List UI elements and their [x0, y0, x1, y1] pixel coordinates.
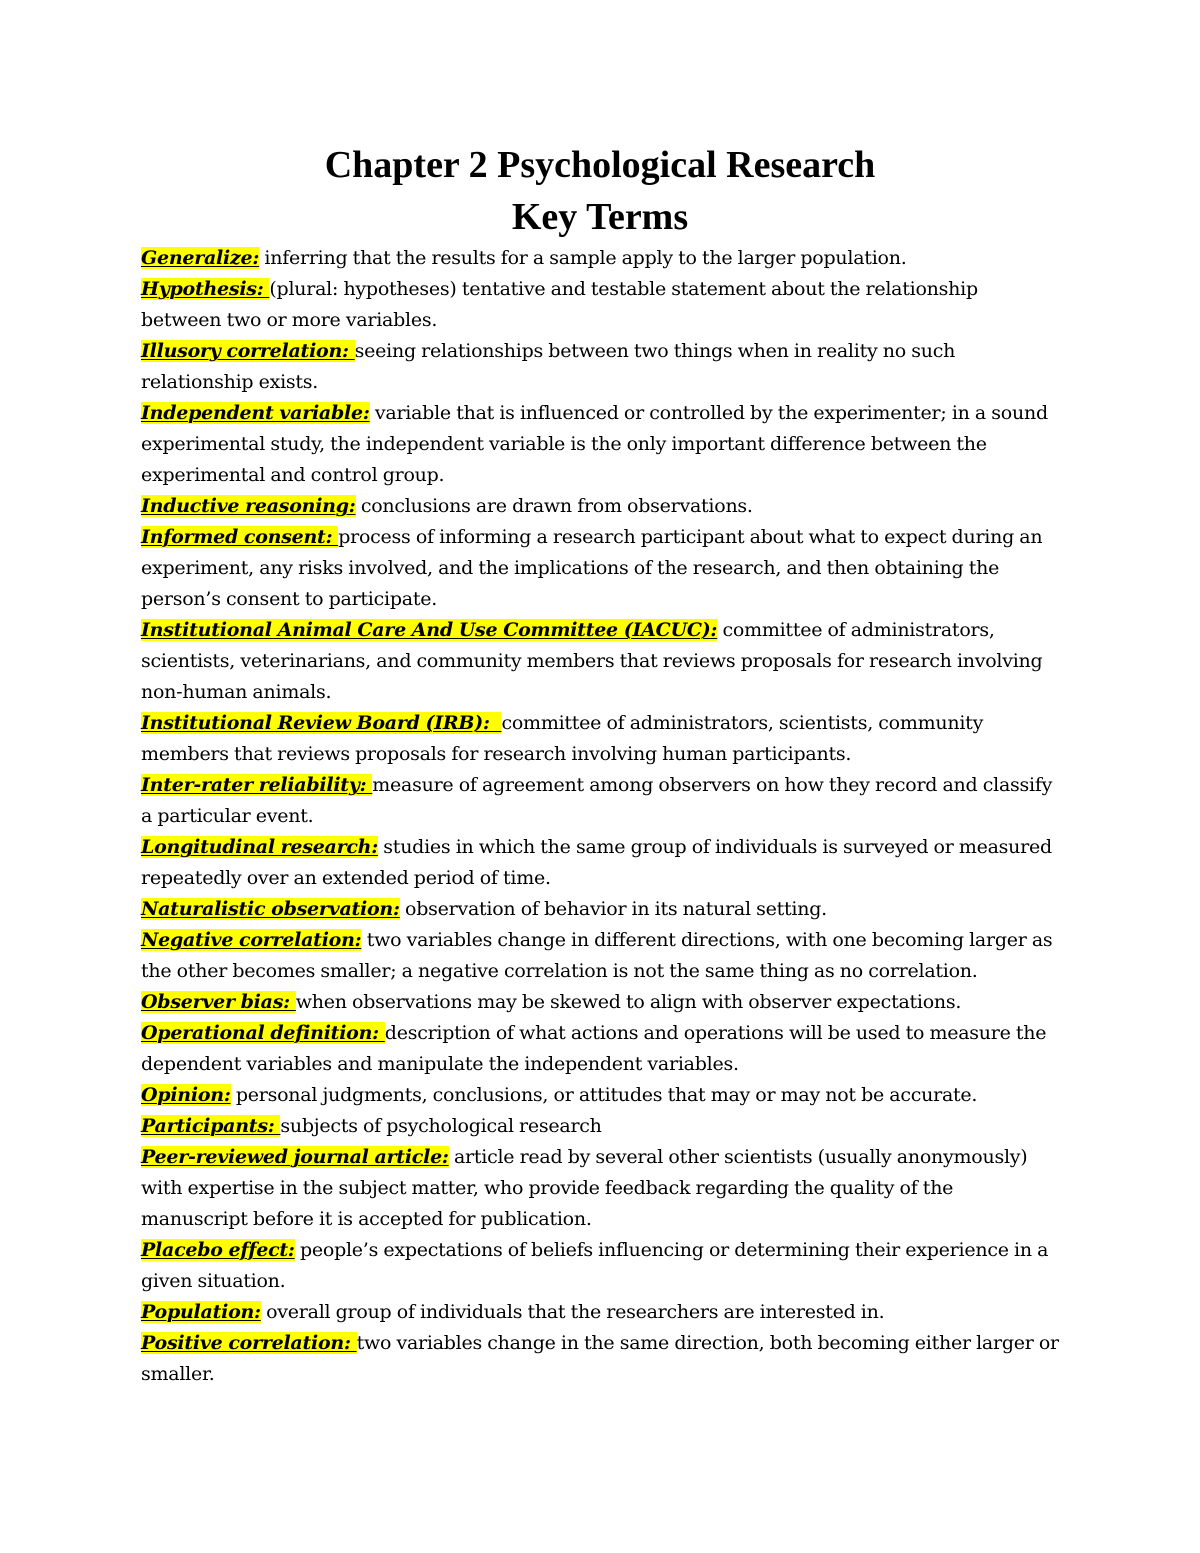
term-definition: overall group of individuals that the researchers are interested in. [260, 1301, 885, 1323]
term-label: Operational definition: [141, 1022, 385, 1044]
term-definition: variable that is influenced or controlled by the experimenter; in a sound experimental study, the independent variable is the only important difference between the experimental and control group. [141, 402, 1048, 486]
term-definition: conclusions are drawn from observations. [355, 495, 753, 517]
term-definition: studies in which the same group of individuals is surveyed or measured repeatedly over an extended period of time. [141, 836, 1052, 889]
term-definition: description of what actions and operations will be used to measure the dependent variables and manipulate the independent variables. [141, 1022, 1047, 1075]
term-definition: people’s expectations of beliefs influencing or determining their experience in a given situation. [141, 1239, 1049, 1292]
term-entry [141, 615, 1061, 708]
term-label: Institutional Review Board (IRB): [141, 712, 502, 734]
term-label: Peer-reviewed journal article: [141, 1146, 449, 1168]
term-entry [141, 491, 1061, 522]
term-entry [141, 398, 1061, 491]
term-label: Placebo effect: [141, 1239, 295, 1261]
term-definition: article read by several other scientists (usually anonymously) with expertise in the subject matter, who provide feedback regarding the quality of the manuscript before it is accepted for publication. [141, 1146, 1028, 1230]
term-entry [141, 1142, 1061, 1235]
term-label: Inter-rater reliability: [141, 774, 373, 796]
term-label: Population: [141, 1301, 261, 1323]
term-label: Informed consent: [141, 526, 339, 548]
term-label: Illusory correlation: [141, 340, 355, 362]
key-terms-list [141, 243, 1061, 1390]
term-definition: two variables change in different directions, with one becoming larger as the other becomes smaller; a negative correlation is not the same thing as no correlation. [141, 929, 1053, 982]
term-entry [141, 925, 1061, 987]
term-label: Negative correlation: [141, 929, 362, 951]
term-definition: seeing relationships between two things when in reality no such relationship exists. [141, 340, 956, 393]
term-entry [141, 1111, 1061, 1142]
term-label: Inductive reasoning: [141, 495, 356, 517]
term-entry [141, 832, 1061, 894]
term-definition: committee of administrators, scientists, community members that reviews proposals for research involving human participants. [141, 712, 984, 765]
term-definition: committee of administrators, scientists, veterinarians, and community members that reviews proposals for research involving non-human animals. [141, 619, 1043, 703]
term-label: Institutional Animal Care And Use Committee (IACUC): [141, 619, 718, 641]
term-entry [141, 987, 1061, 1018]
term-label: Positive correlation: [141, 1332, 357, 1354]
term-label: Longitudinal research: [141, 836, 379, 858]
term-entry [141, 274, 1061, 336]
page-subtitle: Key Terms [511, 196, 689, 238]
term-label: Hypothesis: [141, 278, 270, 300]
term-label: Naturalistic observation: [141, 898, 400, 920]
term-entry [141, 894, 1061, 925]
term-definition: subjects of psychological research [280, 1115, 602, 1137]
term-label: Observer bias: [141, 991, 296, 1013]
term-definition: when observations may be skewed to align with observer expectations. [295, 991, 962, 1013]
term-entry [141, 708, 1061, 770]
term-entry [141, 1018, 1061, 1080]
term-definition: observation of behavior in its natural setting. [399, 898, 827, 920]
term-definition: inferring that the results for a sample apply to the larger population. [259, 247, 907, 269]
term-entry [141, 243, 1061, 274]
term-entry [141, 770, 1061, 832]
term-definition: two variables change in the same direction, both becoming either larger or smaller. [141, 1332, 1059, 1385]
term-label: Participants: [141, 1115, 281, 1137]
term-entry [141, 336, 1061, 398]
term-label: Generalize: [141, 247, 260, 269]
term-definition: measure of agreement among observers on how they record and classify a particular event. [141, 774, 1053, 827]
term-entry [141, 1328, 1061, 1390]
term-entry [141, 1080, 1061, 1111]
term-entry [141, 1235, 1061, 1297]
term-definition: (plural: hypotheses) tentative and testable statement about the relationship between two or more variables. [141, 278, 978, 331]
term-label: Opinion: [141, 1084, 231, 1106]
page-title: Chapter 2 Psychological Research [324, 144, 876, 186]
term-definition: process of informing a research participant about what to expect during an experiment, any risks involved, and the implications of the research, and then obtaining the person’s consent to participate. [141, 526, 1043, 610]
term-entry [141, 522, 1061, 615]
term-label: Independent variable: [141, 402, 370, 424]
term-definition: personal judgments, conclusions, or attitudes that may or may not be accurate. [230, 1084, 978, 1106]
term-entry [141, 1297, 1061, 1328]
